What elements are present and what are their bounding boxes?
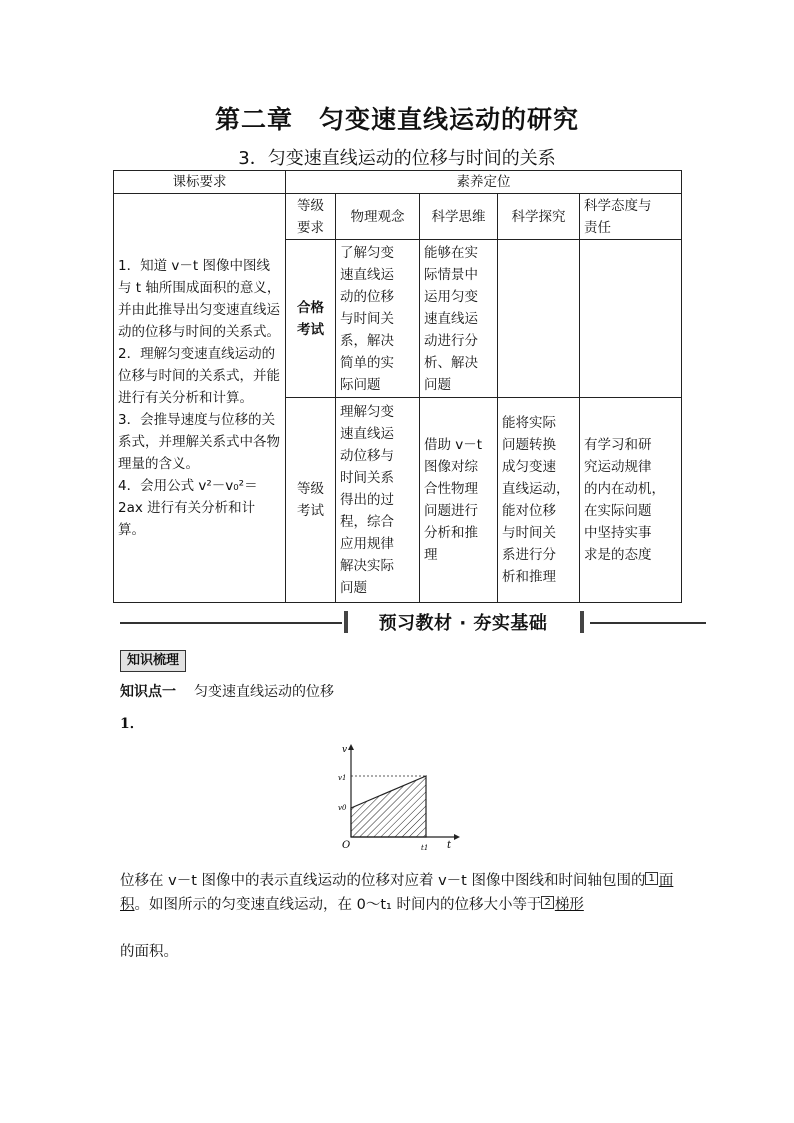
paragraph-part1: 位移在 v－t 图像中的表示直线运动的位移对应着 v－t 图像中图线和时间轴包围的 [120,873,646,889]
vt-graph [336,740,466,855]
trapezoid-area [351,776,426,837]
subheader-thinking: 科学思维 [420,194,498,240]
row-grade-inquiry: 能将实际 问题转换 成匀变速 直线运动， 能对位移 与时间关 系进行分 析和推理 [498,398,580,603]
row-grade-physics: 理解匀变 速直线运 动位移与 时间关系 得出的过 程，综合 应用规律 解决实际 问题 [336,398,420,603]
banner-bar-right [580,611,584,633]
knowledge-point-title: 匀变速直线运动的位移 [194,684,334,700]
curriculum-requirements: 1．知道 v－t 图像中图线与 t 轴所围成面积的意义，并由此推导出匀变速直线运动的位移与时间的关系式。 2．理解匀变速直线运动的位移与时间的关系式，并能进行有关分析和计算。 3．会推导速度与位移的关系式，并理解关系式中各物理量的含义。 4．会用公式 v²－v₀²＝2ax 进行有关分析和计算。 [114,194,286,603]
blank1-answer: 面积 [120,873,674,913]
row-qualified-level: 合格 考试 [286,240,336,398]
x-axis-label: t [447,840,452,851]
subheader-inquiry: 科学探究 [498,194,580,240]
row-grade-thinking: 借助 v－t 图像对综 合性物理 问题进行 分析和推 理 [420,398,498,603]
section-banner [120,607,706,639]
chapter-title: 第二章 匀变速直线运动的研究 [214,105,579,134]
paragraph-ending: 的面积。 [120,944,178,960]
row-grade-level: 等级 考试 [286,398,336,603]
banner-line-right [590,622,706,624]
section-title: 3．匀变速直线运动的位移与时间的关系 [238,148,556,169]
paragraph [120,869,690,917]
row-qualified-inquiry [498,240,580,398]
paragraph-part2: 。如图所示的匀变速直线运动，在 0～t₁ 时间内的位移大小等于 [134,897,542,913]
origin-label: O [342,840,351,851]
banner-text: 预习教材 · 夯实基础 [378,613,548,634]
blank1-number: 1 [645,872,657,885]
blank2-answer: 梯形 [554,897,584,913]
item-number: 1． [120,716,144,732]
banner-line-left [120,622,342,624]
row-qualified-physics: 了解匀变 速直线运 动的位移 与时间关 系，解决 简单的实 际问题 [336,240,420,398]
y-axis-label: v [342,745,348,755]
v0-label: v0 [338,804,347,812]
requirements-table [113,170,682,603]
row-qualified-attitude [580,240,682,398]
row-qualified-thinking: 能够在实 际情景中 运用匀变 速直线运 动进行分 析、解决 问题 [420,240,498,398]
knowledge-point-label: 知识点一 [120,684,176,700]
subheader-physics: 物理观念 [336,194,420,240]
subheader-level: 等级 要求 [286,194,336,240]
header-curriculum: 课标要求 [114,171,286,194]
x-axis-arrow [454,834,460,840]
knowledge-tag: 知识梳理 [120,650,186,672]
banner-bar-left [344,611,348,633]
knowledge-point [120,681,334,701]
blank2-number: 2 [541,896,553,909]
y-axis-arrow [348,744,354,750]
header-literacy: 素养定位 [286,171,682,194]
row-grade-attitude: 有学习和研 究运动规律 的内在动机， 在实际问题 中坚持实事 求是的态度 [580,398,682,603]
subheader-attitude: 科学态度与 责任 [580,194,682,240]
v1-label: v1 [338,774,347,782]
t1-label: t1 [421,844,429,852]
